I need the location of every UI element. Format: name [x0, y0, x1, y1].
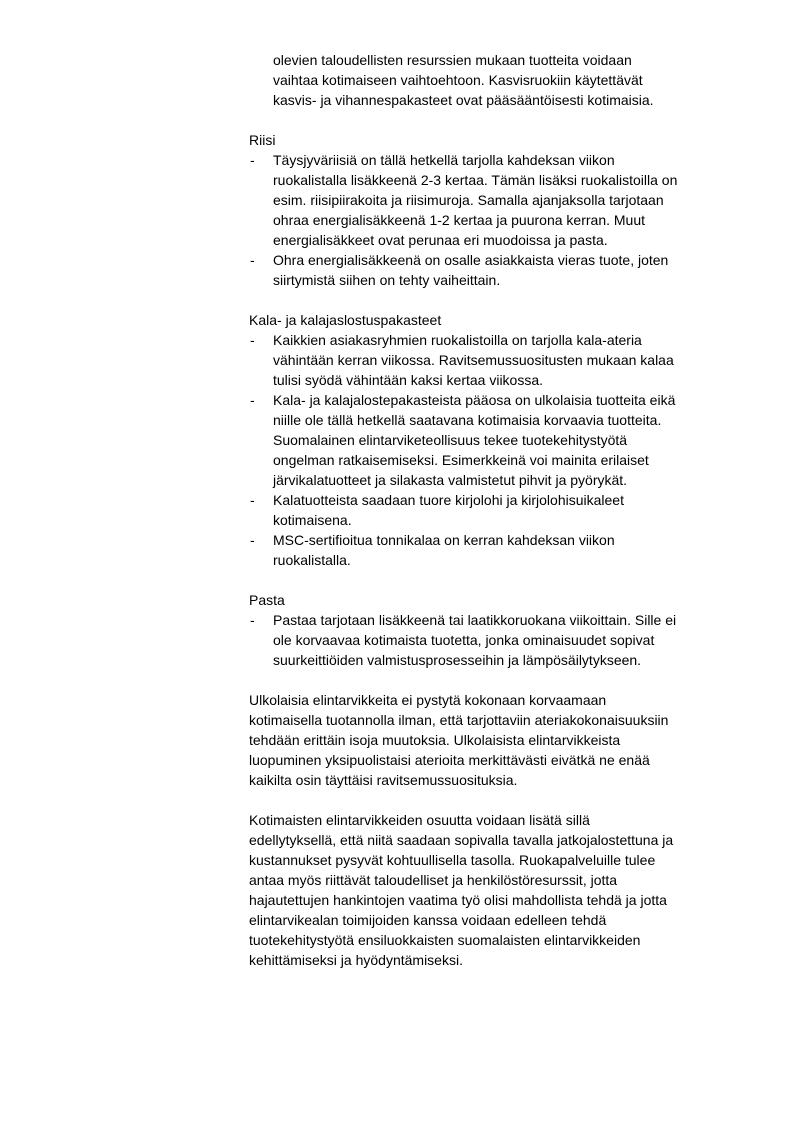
text-line: Suomalainen elintarviketeollisuus tekee tuotekehitystyötä	[273, 432, 628, 448]
text-line: Ohra energialisäkkeenä on osalle asiakkaista vieras tuote, joten	[273, 252, 669, 268]
section-heading: Kala- ja kalajaslostuspakasteet	[249, 312, 442, 328]
intro-continuation	[249, 50, 749, 110]
bullet-marker: -	[250, 532, 255, 548]
text-line: MSC-sertifioitua tonnikalaa on kerran kahdeksan viikon	[273, 532, 615, 548]
text-line: edellytyksellä, että niitä saadaan sopivalla tavalla jatkojalostettuna ja	[249, 832, 674, 848]
text-line: suurkeittiöiden valmistusprosesseihin ja lämpösäilytykseen.	[273, 652, 642, 668]
section-pasta	[249, 590, 749, 670]
bullet-item	[249, 490, 749, 530]
text-line: energialisäkkeet ovat perunaa eri muodoissa ja pasta.	[273, 232, 608, 248]
bullet-item	[249, 250, 749, 290]
bullet-item	[249, 610, 749, 670]
text-line: tulisi syödä vähintään kaksi kertaa viikossa.	[273, 372, 544, 388]
text-line: Kala- ja kalajalostepakasteista pääosa on ulkolaisia tuotteita eikä	[273, 392, 676, 408]
document-page	[249, 50, 749, 970]
paragraph-foreign-food	[249, 690, 749, 790]
text-line: järvikalatuotteet ja silakasta valmistetut pihvit ja pyörykät.	[273, 472, 628, 488]
text-line: Pastaa tarjotaan lisäkkeenä tai laatikkoruokana viikoittain. Sille ei	[273, 612, 677, 628]
text-line: kustannukset pysyvät kohtuullisella tasolla. Ruokapalveluille tulee	[249, 852, 656, 868]
text-line: kasvis- ja vihannespakasteet ovat pääsääntöisesti kotimaisia.	[273, 92, 654, 108]
text-line: ongelman ratkaisemiseksi. Esimerkkeinä voi mainita erilaiset	[273, 452, 649, 468]
text-line: siirtymistä siihen on tehty vaiheittain.	[273, 272, 501, 288]
text-line: kotimaisena.	[273, 512, 352, 528]
text-line: Kalatuotteista saadaan tuore kirjolohi ja kirjolohisuikaleet	[273, 492, 624, 508]
text-line: ole korvaavaa kotimaista tuotetta, jonka ominaisuudet sopivat	[273, 632, 655, 648]
text-line: Täysjyväriisiä on tällä hetkellä tarjolla kahdeksan viikon	[273, 152, 615, 168]
text-line: elintarvikealan toimijoiden kanssa voidaan edelleen tehdä	[249, 912, 607, 928]
text-line: ruokalistalla.	[273, 552, 351, 568]
text-line: Kotimaisten elintarvikkeiden osuutta voidaan lisätä sillä	[249, 812, 590, 828]
text-line: niille ole tällä hetkellä saatavana kotimaisia korvaavia tuotteita.	[273, 412, 662, 428]
text-line: Ulkolaisia elintarvikkeita ei pystytä kokonaan korvaamaan	[249, 692, 607, 708]
bullet-marker: -	[250, 612, 255, 628]
bullet-item	[249, 530, 749, 570]
text-line: tehdään erittäin isoja muutoksia. Ulkolaisista elintarvikkeista	[249, 732, 621, 748]
paragraph-domestic-food	[249, 810, 749, 970]
text-line: antaa myös riittävät taloudelliset ja henkilöstöresurssit, jotta	[249, 872, 618, 888]
section-kala	[249, 310, 749, 570]
bullet-marker: -	[250, 492, 255, 508]
text-line: kaikilta osin täyttäisi ravitsemussuosituksia.	[249, 772, 518, 788]
section-heading: Riisi	[249, 132, 276, 148]
text-line: olevien taloudellisten resurssien mukaan tuotteita voidaan	[273, 52, 632, 68]
text-line: esim. riisipiirakoita ja riisimuroja. Samalla ajanjaksolla tarjotaan	[273, 192, 664, 208]
bullet-item	[249, 330, 749, 390]
bullet-marker: -	[250, 392, 255, 408]
bullet-marker: -	[250, 332, 255, 348]
bullet-marker: -	[250, 252, 255, 268]
text-line: ruokalistalla lisäkkeenä 2-3 kertaa. Tämän lisäksi ruokalistoilla on	[273, 172, 678, 188]
text-line: ohraa energialisäkkeenä 1-2 kertaa ja puurona kerran. Muut	[273, 212, 646, 228]
text-line: kotimaisella tuotannolla ilman, että tarjottaviin ateriakokonaisuuksiin	[249, 712, 669, 728]
text-line: luopuminen yksipuolistaisi aterioita merkittävästi eivätkä ne enää	[249, 752, 650, 768]
text-line: tuotekehitystyötä ensiluokkaisten suomalaisten elintarvikkeiden	[249, 932, 641, 948]
text-line: vähintään kerran viikossa. Ravitsemussuositusten mukaan kalaa	[273, 352, 674, 368]
bullet-item	[249, 390, 749, 490]
text-line: vaihtaa kotimaiseen vaihtoehtoon. Kasvisruokiin käytettävät	[273, 72, 643, 88]
section-heading: Pasta	[249, 592, 285, 608]
text-line: kehittämiseksi ja hyödyntämiseksi.	[249, 952, 463, 968]
text-line: hajautettujen hankintojen vaatima työ olisi mahdollista tehdä ja jotta	[249, 892, 667, 908]
section-riisi	[249, 130, 749, 290]
text-line: Kaikkien asiakasryhmien ruokalistoilla on tarjolla kala-ateria	[273, 332, 642, 348]
bullet-item	[249, 150, 749, 250]
bullet-marker: -	[250, 152, 255, 168]
